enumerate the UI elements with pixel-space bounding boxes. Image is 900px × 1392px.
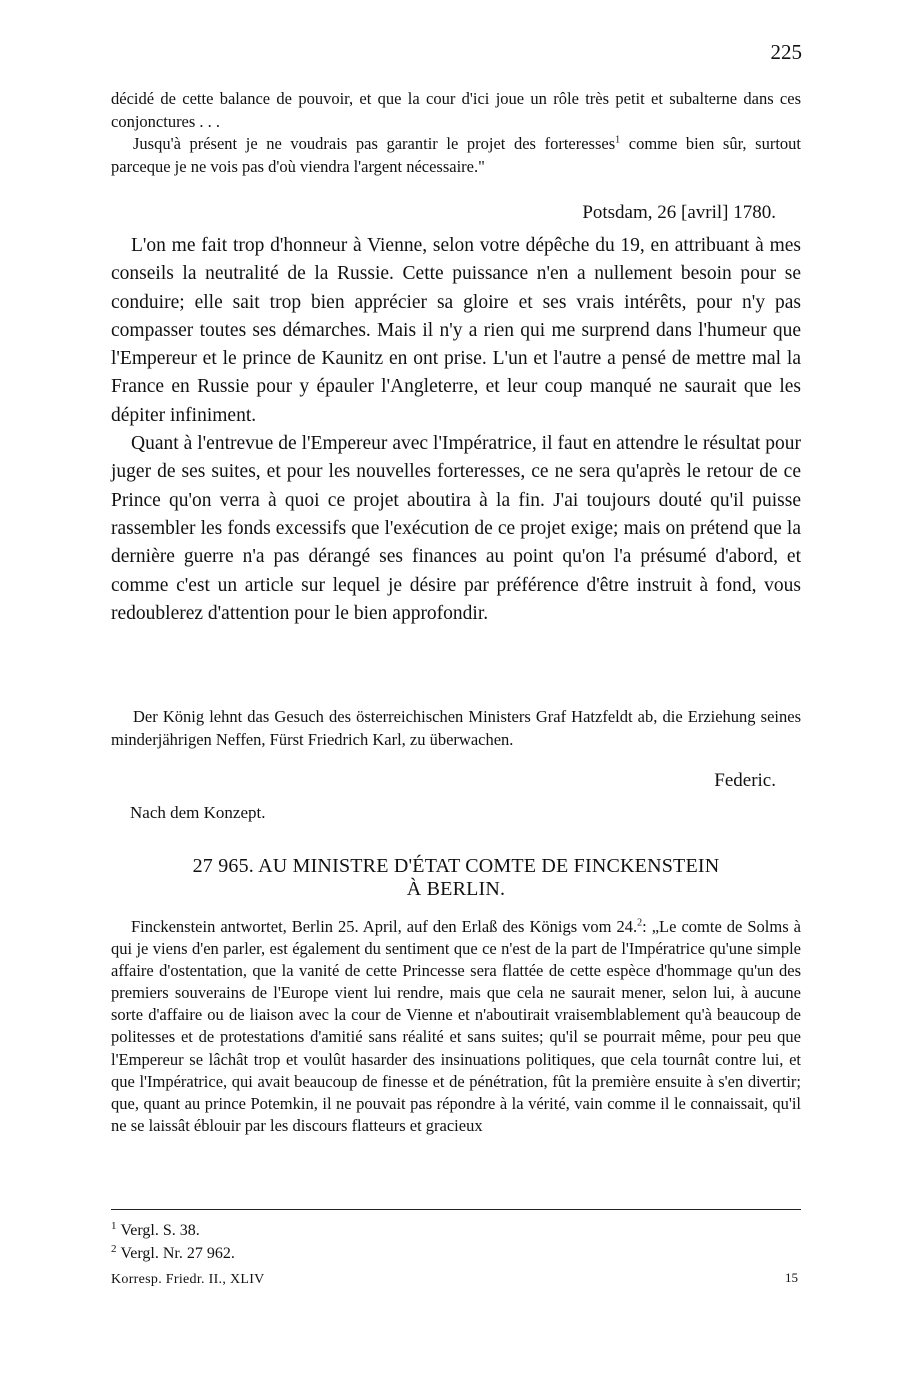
- reply-excerpt: [111, 916, 801, 1137]
- letter-paragraph: L'on me fait trop d'honneur à Vienne, selon votre dépêche du 19, en attribuant à mes conseils la neutralité de la Russie. Cette puissance n'en a nullement besoin pour se conduire; elle sait trop bien apprécier sa gloire et ses vrais intérêts, pour n'y pas compasser toutes ses démarches. Mais il n'y a rien qui me surprend dans l'humeur que l'Empereur et le prince de Kaunitz en ont prise. L'un et l'autre a pensé de mettre mal la France en Russie pour y épauler l'Angleterre, et leur coup manqué ne saurait que les dépiter infiniment.: [111, 235, 801, 426]
- footnote-reference: 2: [637, 917, 643, 929]
- footnote: [111, 1219, 235, 1242]
- reply-paragraph: [111, 916, 801, 1137]
- letter-date-line: Potsdam, 26 [avril] 1780.: [582, 202, 776, 223]
- excerpt-paragraph: décidé de cette balance de pouvoir, et que la cour d'ici joue un rôle très petit et subalterne dans ces conjonctures . . .: [111, 89, 801, 131]
- footnote: [111, 1242, 235, 1265]
- preceding-excerpt: [111, 88, 801, 178]
- printer-signature-mark: Korresp. Friedr. II., XLIV: [111, 1272, 265, 1287]
- footnote-text: Vergl. Nr. 27 962.: [120, 1245, 235, 1262]
- excerpt-paragraph: [111, 133, 801, 178]
- footnote-mark: 2: [111, 1242, 117, 1255]
- letter-summary: [111, 706, 801, 751]
- footnote-divider: [111, 1209, 801, 1210]
- sheet-number: 15: [785, 1270, 798, 1285]
- excerpt-text: comme bien sûr, surtout parceque je ne vois pas d'où viendra l'argent nécessaire.": [111, 134, 801, 176]
- summary-text: Der König lehnt das Gesuch des österreichischen Ministers Graf Hatzfeldt ab, die Erziehung seines minderjährigen Neffen, Fürst Friedrich Karl, zu überwachen.: [111, 707, 801, 749]
- footnote-mark: 1: [111, 1219, 117, 1232]
- letter-body: [111, 232, 801, 628]
- reply-text: : „Le comte de Solms à qui je viens d'en parler, est également du sentiment que ce n'est de la part de l'Impératrice qu'une simple affaire d'ostentation, que la vanité de cette Princesse sera flattée de cette espèce d'hommage qu'un des premiers souverains de l'Europe vient lui rendre, mais que cela ne saurait mener, selon lui, à aucune sorte d'affaire ou de liaison avec la cour de Vienne et n'aboutirait vraisemblablement qu'à beaucoup de politesses et de protestations d'amitié sans réalité et sans suites; qu'il se pourrait même, pour peu que l'Empereur se lâchât trop et voulût hasarder des insinuations politiques, que cela tournât contre lui, et que l'Impératrice, qui avait beaucoup de finesse et de pénétration, fût la première ensuite à s'en divertir; que, quant au prince Potemkin, il ne pouvait pas répondre à la vérité, vain comme il le connaissait, qu'il ne se laissât éblouir par les discours flatteurs et gracieux: [111, 917, 801, 1135]
- page-number: 225: [770, 40, 802, 64]
- signature: Federic.: [714, 770, 776, 791]
- reply-text: Finckenstein antwortet, Berlin 25. April, auf den Erlaß des Königs vom 24.: [131, 917, 638, 936]
- source-note: Nach dem Konzept.: [130, 803, 266, 822]
- section-heading: [111, 855, 801, 901]
- excerpt-text: Jusqu'à présent je ne voudrais pas garantir le projet des forteresses: [133, 134, 616, 153]
- footnote-text: Vergl. S. 38.: [120, 1222, 200, 1239]
- section-heading-line: 27 965. AU MINISTRE D'ÉTAT COMTE DE FINCKENSTEIN: [192, 855, 720, 877]
- footnotes: [111, 1219, 235, 1265]
- footnote-reference: 1: [615, 134, 621, 146]
- section-heading-line: À BERLIN.: [406, 878, 506, 900]
- letter-paragraph: Quant à l'entrevue de l'Empereur avec l'Impératrice, il faut en attendre le résultat pour juger de ses suites, et pour les nouvelles forteresses, ce ne sera qu'après le retour de ce Prince qu'on verra à quoi ce projet aboutira à la fin. J'ai toujours douté qu'il puisse rassembler les fonds excessifs que l'exécution de ce projet exige; mais on prétend que la dernière guerre n'a pas dérangé ses finances au point qu'on l'a présumé d'abord, et comme c'est un article sur lequel je désire par préférence d'être instruit à fond, vous redoublerez d'attention pour le bien approfondir.: [111, 433, 801, 624]
